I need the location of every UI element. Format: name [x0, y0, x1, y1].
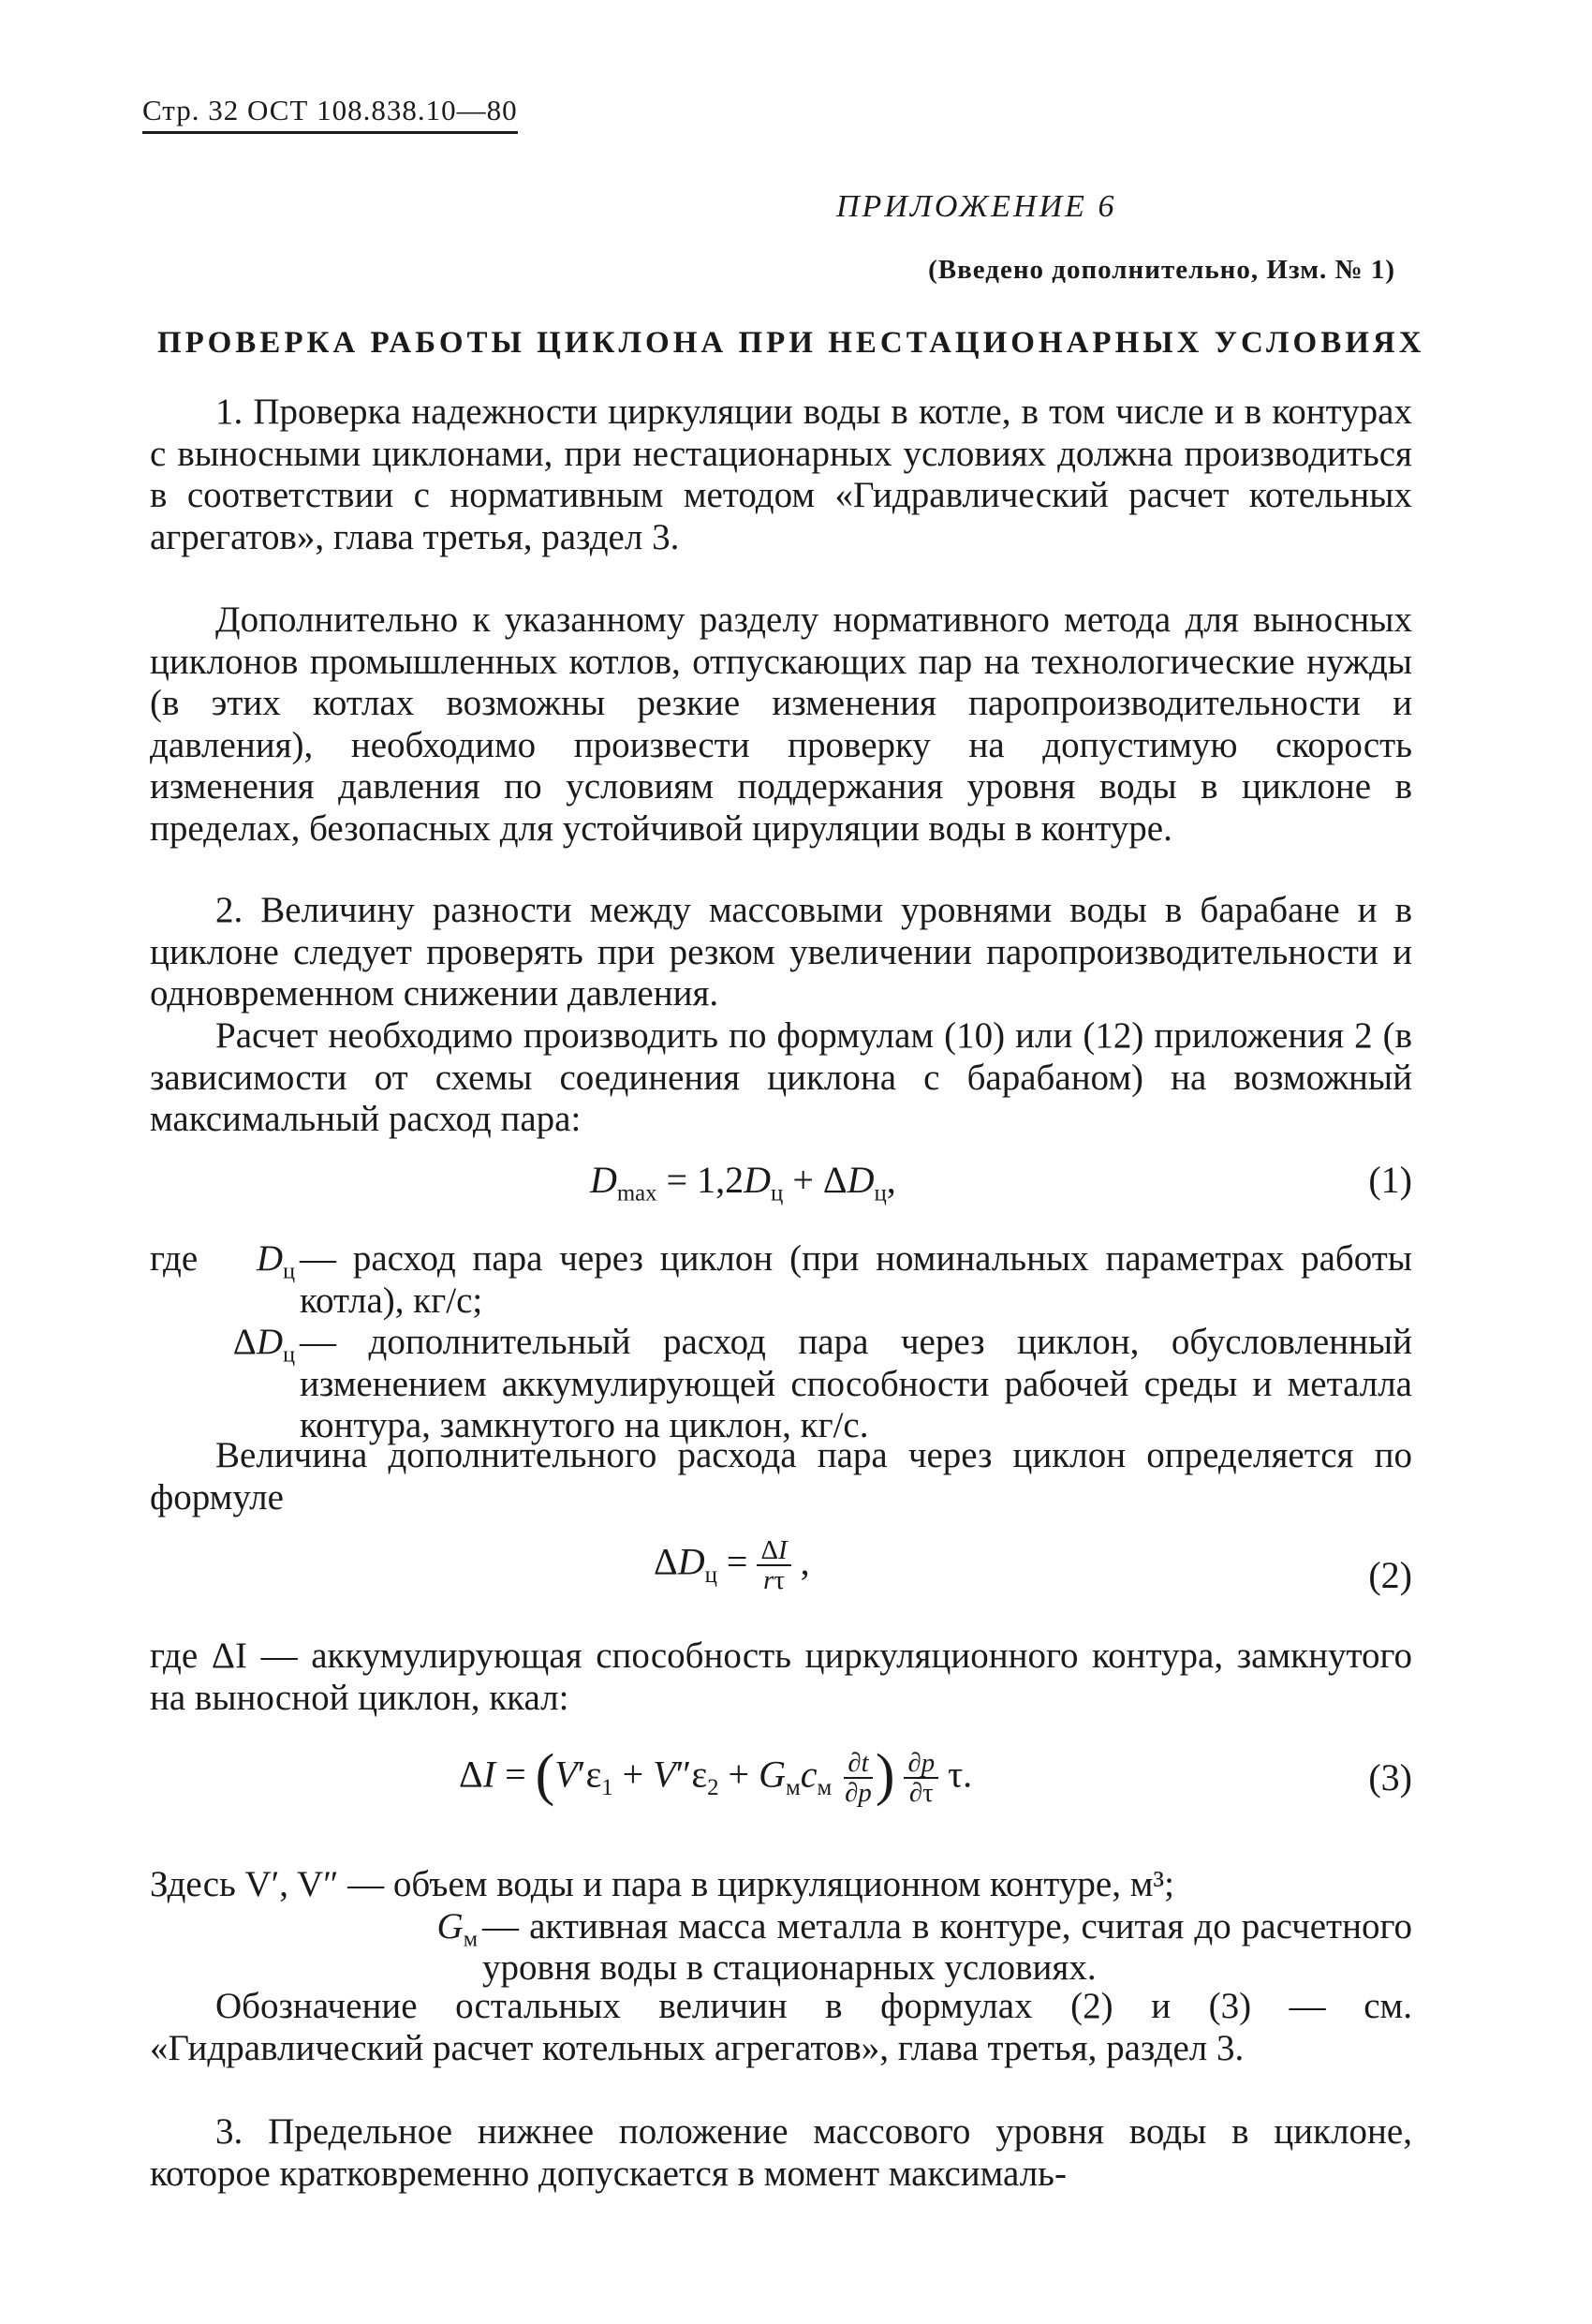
definition-v: Здесь V′, V″ — объем воды и пара в циркуляционном контуре, м³;	[150, 1864, 1174, 1904]
formula-3-number: (3)	[1368, 1756, 1412, 1799]
paragraph-3: 2. Величину разности между массовыми уровнями воды в барабане и в циклоне следует проверять при резком увеличении паропроизводительности и одновременном снижении давления.	[150, 890, 1412, 1014]
paragraph-7: 3. Предельное нижнее положение массового уровня воды в циклоне, которое кратковременно допускается в момент максималь-	[150, 2111, 1412, 2194]
formula-3-body: $\Delta I = (V'\varepsilon_1 + V''\varepsilon_2 + G_мc_м$ $\frac{\partial t}{\partial p}$ ) $\frac{\partial p}{\partial\tau}$ τ.	[459, 1743, 973, 1809]
symbol-g-m: $G_м$	[436, 1905, 478, 1952]
formula-2-body: $\Delta D_ц$ = $\frac{\Delta I}{r\tau}$ ,	[654, 1535, 810, 1596]
definitions-block-3	[150, 1864, 1412, 1990]
paragraph-2: Дополнительно к указанному разделу нормативного метода для выносных циклонов промышленных котлов, отпускающих пар на технологические нужды (в этих котлах возможны резкие изменения паропроизводительности и давления), необходимо произвести проверку на допустимую скорость изменения давления по условиям поддержания уровня воды в циклоне в пределах, безопасных для устойчивой цируляции воды в контуре.	[150, 600, 1412, 849]
definitions-block-2	[150, 1636, 1412, 1719]
formula-1-body: $D_{max} = 1,2D_ц + \Delta D_ц$,	[590, 1159, 896, 1206]
definition-d-c: — расход пара через циклон (при номинальных параметрах работы котла), кг/с;	[300, 1238, 1412, 1321]
formula-1	[150, 1158, 1412, 1205]
paragraph-1: 1. Проверка надежности циркуляции воды в котле, в том числе и в контурах с выносными циклонами, при нестационарных условиях должна производиться в соответствии с нормативным методом «Гидравлический расчет котельных агрегатов», глава третья, раздел 3.	[150, 392, 1412, 557]
paragraph-5: Величина дополнительного расхода пара через циклон определяется по формуле	[150, 1435, 1412, 1517]
appendix-title: ПРИЛОЖЕНИЕ 6	[836, 189, 1117, 224]
formula-2-number: (2)	[1368, 1554, 1412, 1596]
paragraph-6: Обозначение остальных величин в формулах (2) и (3) — см. «Гидравлический расчет котельных агрегатов», глава третья, раздел 3.	[150, 1986, 1412, 2068]
running-head: Стр. 32 ОСТ 108.838.10—80	[142, 94, 518, 134]
definition-g-m: — активная масса металла в контуре, считая до расчетного уровня воды в стационарных условиях.	[482, 1905, 1412, 1989]
definition-delta-i: где ΔI — аккумулирующая способность циркуляционного контура, замкнутого на выносной циклон, ккал:	[150, 1636, 1412, 1718]
symbol-d-c: $D_ц$	[256, 1238, 295, 1284]
introduced-note: (Введено дополнительно, Изм. № 1)	[928, 255, 1395, 285]
paragraph-4: Расчет необходимо производить по формулам (10) или (12) приложения 2 (в зависимости от схемы соединения циклона с барабаном) на возможный максимальный расход пара:	[150, 1015, 1412, 1140]
section-title: ПРОВЕРКА РАБОТЫ ЦИКЛОНА ПРИ НЕСТАЦИОНАРНЫХ УСЛОВИЯХ	[157, 326, 1425, 360]
formula-2	[150, 1536, 1412, 1611]
formula-1-number: (1)	[1368, 1159, 1412, 1201]
formula-3	[150, 1742, 1412, 1817]
definition-lead-where: где	[150, 1238, 199, 1279]
symbol-delta-d-c: $\Delta D_ц$	[232, 1322, 295, 1368]
definitions-block-1	[150, 1238, 1412, 1447]
definition-delta-d-c: — дополнительный расход пара через циклон, обусловленный изменением аккумулирующей способности рабочей среды и металла контура, замкнутого на циклон, кг/с.	[300, 1322, 1412, 1446]
